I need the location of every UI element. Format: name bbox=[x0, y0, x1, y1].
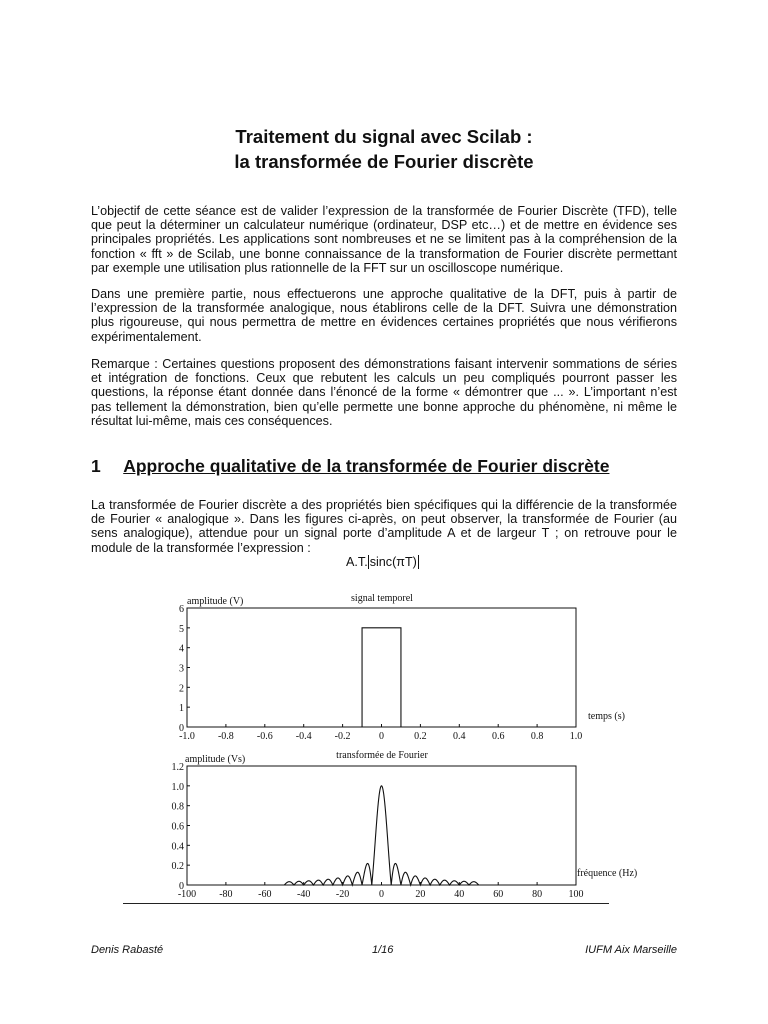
fft-y-axis-label: amplitude (Vs) bbox=[185, 754, 246, 765]
time-y-tick-label: 6 bbox=[179, 604, 184, 615]
doc-title-line2: la transformée de Fourier discrète bbox=[234, 151, 534, 172]
time-x-tick-label: 1.0 bbox=[569, 731, 583, 742]
time-x-tick-label: -0.8 bbox=[217, 731, 234, 742]
footer-author: Denis Rabasté bbox=[91, 944, 164, 956]
doc-title-line1: Traitement du signal avec Scilab : bbox=[235, 126, 533, 147]
time-y-tick-label: 5 bbox=[179, 623, 184, 635]
fft-y-tick-label: 0.6 bbox=[171, 821, 184, 833]
fft-y-tick-label: 0 bbox=[179, 881, 184, 892]
time-x-tick-label: -0.6 bbox=[256, 731, 273, 742]
fft-x-tick-label: -60 bbox=[258, 889, 272, 900]
formula-prefix: A.T. bbox=[346, 555, 368, 569]
fft-x-tick-label: 0 bbox=[379, 889, 384, 900]
fft-x-tick-label: -100 bbox=[177, 889, 197, 900]
fft-y-tick-label: 0.2 bbox=[171, 861, 184, 873]
fft-plot-frame bbox=[187, 766, 576, 885]
fft-x-tick-label: 40 bbox=[454, 889, 465, 900]
time-y-tick-label: 1 bbox=[179, 703, 184, 715]
time-series-line bbox=[284, 628, 479, 727]
time-x-tick-label: 0.6 bbox=[491, 731, 505, 742]
fft-x-axis-label: fréquence (Hz) bbox=[577, 868, 638, 879]
fft-y-tick-label: 1.2 bbox=[171, 762, 184, 773]
fft-x-tick-label: -40 bbox=[297, 889, 311, 900]
footer-page-number: 1/16 bbox=[372, 944, 394, 956]
time-x-tick-label: -0.2 bbox=[334, 731, 351, 742]
plan-paragraph: Dans une première partie, nous effectuerons une approche qualitative de la DFT, puis à partir de l’expression de la transformée analogique, nous établirons celle de la DFT. Suivra une démonstration plus rigoureuse, qui nous permettra de mettre en évidences certaines propriétés que nous vérifierons expérimentalement. bbox=[91, 287, 677, 344]
time-y-tick-label: 2 bbox=[179, 683, 184, 695]
time-y-axis-label: amplitude (V) bbox=[187, 596, 244, 607]
fft-x-tick-label: -20 bbox=[335, 889, 350, 900]
fft-y-tick-label: 0.4 bbox=[171, 841, 184, 853]
section-number: 1 bbox=[91, 456, 101, 476]
fft-y-tick-label: 0.8 bbox=[171, 801, 184, 813]
time-plot-frame bbox=[187, 608, 576, 727]
time-x-tick-label: -0.4 bbox=[295, 731, 312, 742]
footer-institution: IUFM Aix Marseille bbox=[585, 944, 677, 956]
time-y-tick-label: 0 bbox=[179, 723, 184, 734]
fft-chart-title: transformée de Fourier bbox=[336, 750, 428, 761]
fft-x-tick-label: -80 bbox=[219, 889, 233, 900]
fft-y-tick-label: 1.0 bbox=[171, 781, 184, 793]
fft-x-tick-label: 100 bbox=[568, 889, 584, 900]
time-x-tick-label: 0 bbox=[379, 731, 384, 742]
intro-paragraph: L’objectif de cette séance est de valider l’expression de la transformée de Fourier Discrète (TFD), telle que peut la déterminer un calculateur numérique (ordinateur, DSP etc…) et de mettre en évidence ses principales propriétés. Les applications sont nombreuses et ne se limitent pas à la compréhension de la fonction « fft » de Scilab, une bonne connaissance de la transformation de Fourier discrète permettant par exemple une utilisation plus rationnelle de la FFT sur un oscilloscope numérique. bbox=[91, 204, 677, 275]
time-chart-title: signal temporel bbox=[351, 593, 413, 604]
time-y-tick-label: 3 bbox=[179, 663, 184, 675]
time-x-tick-label: 0.2 bbox=[414, 731, 427, 742]
fft-series-line bbox=[284, 786, 479, 885]
bottom-rule bbox=[123, 903, 609, 904]
time-x-axis-label: temps (s) bbox=[588, 711, 625, 722]
fft-x-tick-label: 60 bbox=[493, 889, 504, 900]
remark-paragraph: Remarque : Certaines questions proposent des démonstrations faisant intervenir sommations de séries et intégration de fonctions. Ceux que rebutent les calculs un peu compliqués pourront passer les questions, la réponse étant donnée dans l’énoncé de la forme « démontrer que ... ». L’important n’est pas tellement la démonstration, bien qu’elle permette une bonne approche du phénomène, ni même le résultat lui-même, mais ces conséquences. bbox=[91, 357, 677, 428]
time-x-tick-label: 0.4 bbox=[453, 731, 466, 742]
time-x-tick-label: 0.8 bbox=[530, 731, 544, 742]
time-y-tick-label: 4 bbox=[179, 643, 184, 655]
fft-x-tick-label: 80 bbox=[532, 889, 543, 900]
section-title: Approche qualitative de la transformée de Fourier discrète bbox=[123, 456, 610, 476]
formula-abs: sinc(πT) bbox=[369, 555, 417, 569]
time-x-tick-label: -1.0 bbox=[179, 731, 195, 742]
fft-x-tick-label: 20 bbox=[415, 889, 426, 900]
section-paragraph: La transformée de Fourier discrète a des propriétés bien spécifiques qui la différencie de la transformée de Fourier « analogique ». Dans les figures ci-après, on peut observer, la transformée de Fourier (au sens analogique), attendue pour un signal porte d’amplitude A et de largeur T ; on retrouve pour le module de la transformée l’expression : bbox=[91, 498, 677, 555]
